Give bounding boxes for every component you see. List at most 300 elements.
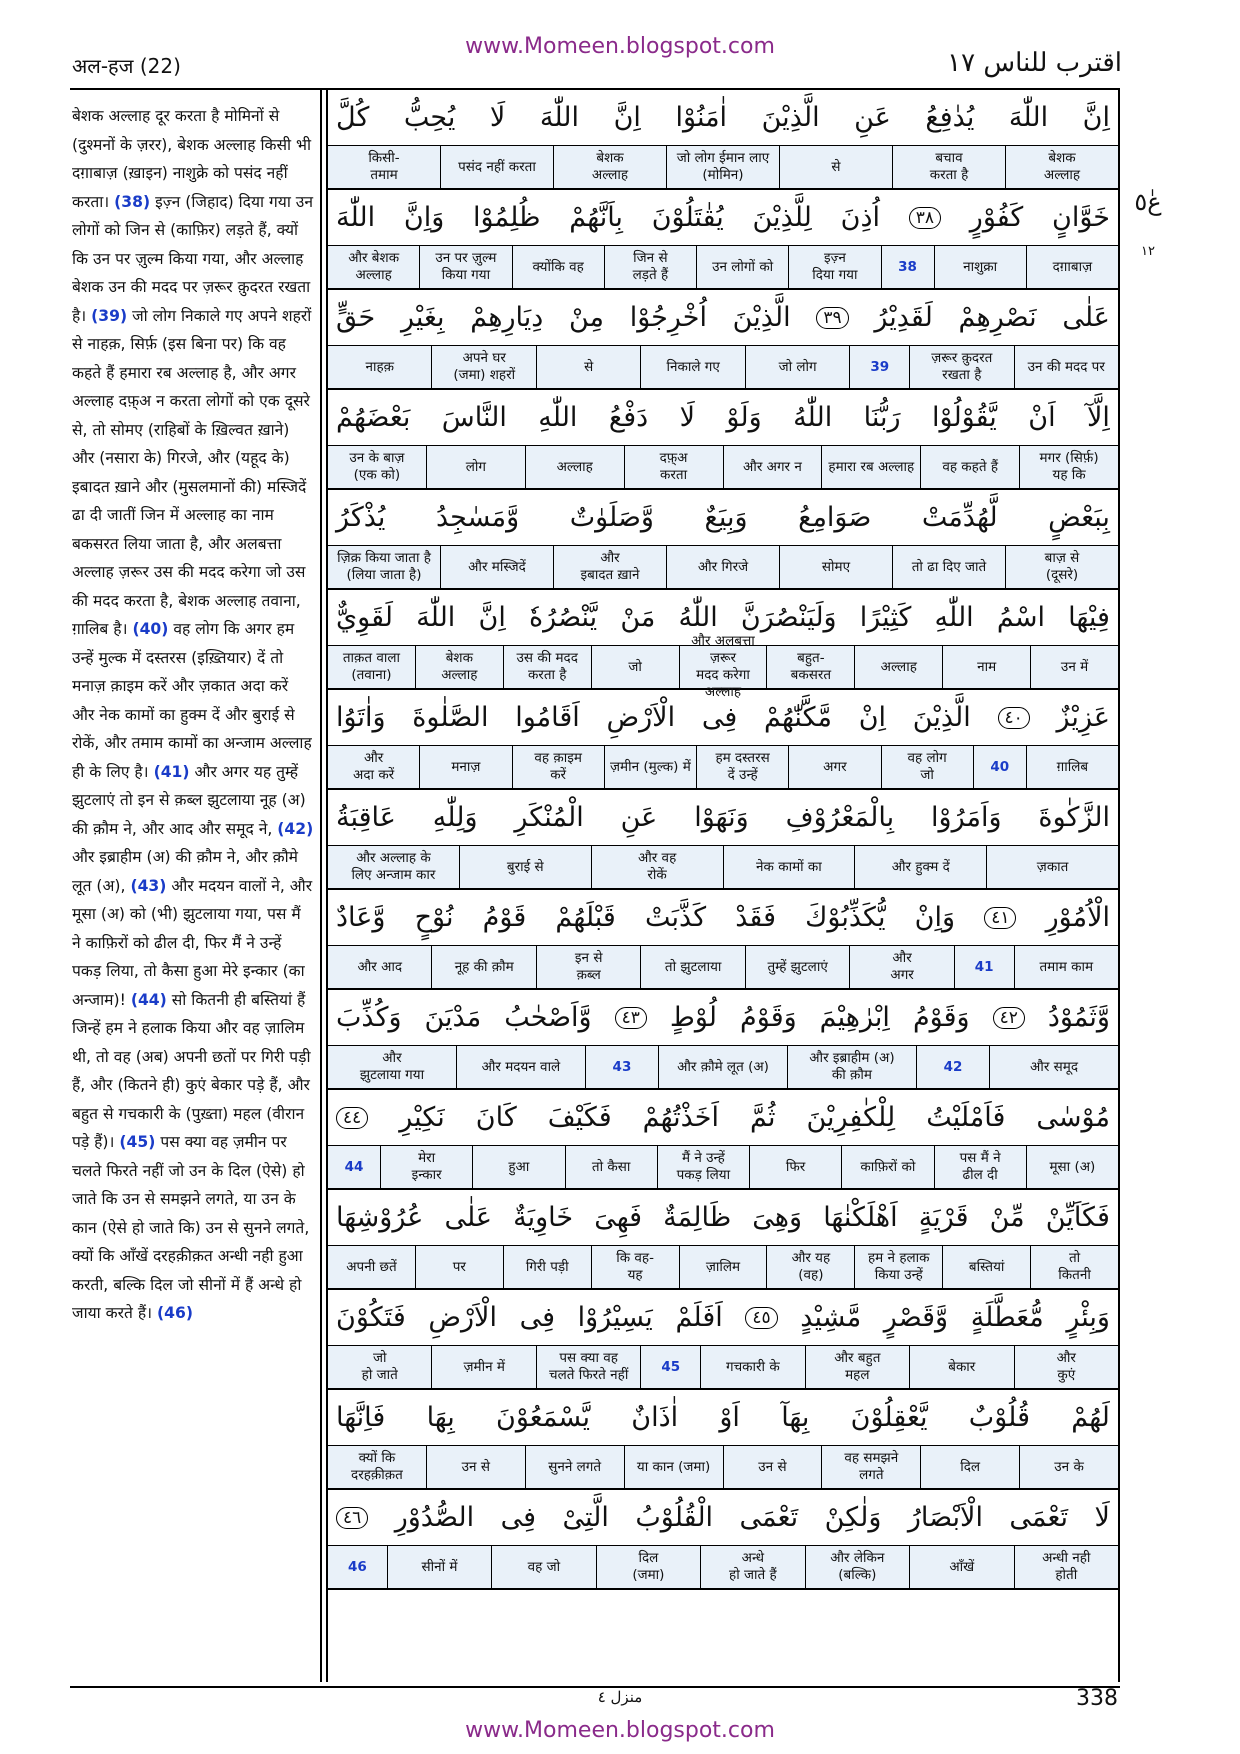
ruku-marker: عٰ٥ — [1134, 188, 1162, 216]
word-meaning-cell: फिर — [749, 1146, 841, 1188]
word-meaning-cell: ज़िक्र किया जाता है (लिया जाता है) — [337, 550, 431, 583]
arabic-word: فَاِنَّهَا — [336, 1402, 386, 1433]
arabic-word: وَلَوْ — [726, 402, 762, 433]
word-meaning-cell: इन से क़ब्ल — [536, 946, 640, 988]
word-meaning-cell: और अदा करें — [353, 750, 395, 783]
arabic-word: فِى — [519, 1302, 556, 1333]
arabic-word: يَّنْصُرُهٗ — [529, 602, 598, 633]
arabic-word: لَا — [489, 102, 506, 133]
arabic-word: الْاَرْضِ — [606, 702, 676, 733]
word-meaning-cell: जो लोग — [745, 346, 849, 388]
word-by-word-grid — [326, 90, 1120, 1682]
word-meaning-cell: क्यों कि दरहक़ीक़त — [351, 1450, 403, 1483]
arabic-word: عَلٰى — [444, 1202, 493, 1233]
word-meaning-cell: और अलबत्ता ज़रूर मदद करेगा अल्लाह — [679, 646, 767, 688]
arabic-word: مَدْيَنَ — [424, 1002, 482, 1033]
translation-text: और मदयन वालों ने, और मूसा (अ) को (भी) झुटलाया गया, पस मैं ने काफ़िरों को ढील दी, फिर मैं ने उन्हें पकड़ लिया, तो कैसा हुआ मेरे इन्कार (का अन्जाम)! — [72, 876, 313, 1009]
arabic-word: لَهُمْ — [1071, 1402, 1110, 1433]
verse-number: (41) — [153, 762, 190, 781]
word-meaning-cell: अल्लाह — [854, 646, 942, 688]
arabic-word: الصَّلٰوةَ — [412, 702, 489, 733]
arabic-word: ظَالِمَةٌ — [663, 1202, 732, 1233]
word-meaning-cell: और इब्राहीम (अ) की क़ौम — [787, 1046, 916, 1088]
arabic-word: كَذَّبَتْ — [645, 902, 707, 933]
word-meaning-cell: पर — [415, 1246, 503, 1288]
meaning-line — [328, 246, 1118, 290]
arabic-line — [328, 790, 1118, 846]
word-meaning-cell: ज़मीन (मुल्क) में — [604, 746, 696, 788]
word-meaning-cell: मेरा इन्कार — [380, 1146, 472, 1188]
arabic-word: يَّسْمَعُوْنَ — [496, 1402, 591, 1433]
arabic-word: الصُّدُوْرِ — [394, 1502, 475, 1533]
word-meaning-cell: बाज़ से (दूसरे) — [1005, 546, 1118, 588]
verse-number-cell: 43 — [585, 1046, 658, 1088]
arabic-word: صَوَامِعُ — [798, 502, 872, 533]
arabic-word: رَبُّنَا — [863, 402, 901, 433]
arabic-word: قُلُوْبٌ — [968, 1402, 1031, 1433]
arabic-word: اللّٰهُ — [793, 402, 833, 433]
word-meaning-cell: आँखें — [909, 1546, 1013, 1588]
arabic-word: فِى — [701, 702, 738, 733]
verse-number: (45) — [119, 1133, 156, 1151]
arabic-word: الْمُنْكَرِ — [514, 802, 584, 833]
arabic-line — [328, 190, 1118, 246]
arabic-word: اَخَذْتُهُمْ — [642, 1102, 719, 1133]
verse-number: (43) — [130, 876, 167, 895]
word-meaning-cell: हम ने हलाक किया उन्हें — [854, 1246, 942, 1288]
arabic-word: الْاُمُوْرِ — [1045, 902, 1110, 933]
arabic-word: قَرْيَةٍ — [918, 1202, 969, 1233]
arabic-word: الَّذِيْنَ — [732, 302, 791, 333]
word-meaning-cell: निकाले गए — [640, 346, 744, 388]
arabic-line — [328, 490, 1118, 546]
arabic-line — [328, 1390, 1118, 1446]
meaning-line — [328, 146, 1118, 190]
arabic-word: كَفُوْرٍ — [969, 202, 1024, 233]
word-meaning-cell: और बहुत महल — [805, 1346, 909, 1388]
arabic-word: الَّتِىْ — [562, 1502, 609, 1533]
arabic-word: اُذِنَ — [840, 202, 881, 233]
word-meaning-cell: वह लोग जो — [881, 746, 973, 788]
word-meaning-cell: गिरी पड़ी — [503, 1246, 591, 1288]
translation-text: जो लोग निकाले गए अपने शहरों से नाहक़, सिर्फ़ (इस बिना पर) कि वह कहते हैं हमारा रब अल्लाह है, और अगर अल्लाह दफ़्अ न करता लोगों को एक दूसरे से, तो सोमए (राहिबों के ख़िल्वत ख़ाने) और (नसारा के) गिरजे, और (यहूद के) इबादत ख़ाने और (मुसलमानों की) मस्जिदें ढा दी जातीं जिन में अल्लाह का नाम बकसरत लिया जाता है, और अलबत्ता अल्लाह ज़रूर उस की मदद करेगा जो उस की मदद करता है, बेशक अल्लाह तवाना, ग़ालिब है। — [72, 306, 312, 638]
verse-end-marker: ٣٩ — [816, 307, 848, 329]
word-meaning-cell: अपनी छतें — [346, 1258, 397, 1275]
word-meaning-cell: बहुत- बकसरत — [766, 646, 854, 688]
word-meaning-cell: से — [779, 146, 892, 188]
word-meaning-cell: अन्धी नही होती — [1014, 1546, 1118, 1588]
arabic-word: قَبْلَهُمْ — [555, 902, 616, 933]
arabic-word: اُخْرِجُوْا — [629, 302, 707, 333]
word-meaning-cell: मैं ने उन्हें पकड़ लिया — [657, 1146, 749, 1188]
arabic-word: بِهَا — [426, 1402, 455, 1433]
word-meaning-cell: तो ढा दिए जाते — [892, 546, 1005, 588]
word-meaning-cell: ज़कात — [986, 846, 1118, 888]
arabic-word: لَا — [679, 402, 695, 433]
word-meaning-cell: तुम्हें झुटलाएं — [745, 946, 849, 988]
arabic-word: كَثِيْرًا — [859, 602, 912, 633]
arabic-word: وَلٰكِنْ — [824, 1502, 882, 1533]
arabic-word: اَفَلَمْ — [675, 1302, 723, 1333]
arabic-word: وَبِئْرٍ — [1066, 1302, 1110, 1333]
ruku-number: ١٢ — [1141, 244, 1155, 259]
site-url-bottom[interactable]: www.Momeen.blogspot.com — [465, 1718, 775, 1743]
word-meaning-cell: जो लोग ईमान लाए (मोमिन) — [666, 146, 779, 188]
meaning-line — [328, 746, 1118, 790]
site-url-top[interactable]: www.Momeen.blogspot.com — [465, 34, 775, 59]
arabic-word: كَانَ — [475, 1102, 517, 1133]
word-meaning-cell: और गिरजे — [666, 546, 779, 588]
arabic-word: الْاَبْصَارُ — [907, 1502, 983, 1533]
page-number: 338 — [1076, 1686, 1118, 1711]
arabic-word: الْاَرْضِ — [428, 1302, 497, 1333]
word-meaning-cell: अपने घर (जमा) शहरों — [431, 346, 535, 388]
verse-number-cell: 38 — [881, 246, 934, 288]
arabic-word: لَا — [1094, 1502, 1110, 1533]
word-meaning-cell: तो झुटलाया — [640, 946, 744, 988]
word-meaning-cell: और लेकिन (बल्कि) — [805, 1546, 909, 1588]
arabic-word: وَّعَادٌ — [336, 902, 386, 933]
arabic-word: يُّكَذِّبُوْكَ — [805, 902, 886, 933]
arabic-word: بَعْضَهُمْ — [336, 402, 411, 433]
word-meaning-cell: दिल — [920, 1446, 1019, 1488]
word-meaning-cell: उन से — [426, 1446, 525, 1488]
word-meaning-cell: बचाव करता है — [892, 146, 1005, 188]
verse-number: (39) — [91, 306, 128, 325]
translation-column — [70, 90, 322, 1682]
arabic-word: يُقٰتَلُوْنَ — [651, 202, 724, 233]
meaning-line — [328, 546, 1118, 590]
word-meaning-cell: और यह (वह) — [766, 1246, 854, 1288]
word-meaning-cell: ताक़त वाला (तवाना) — [342, 650, 401, 683]
arabic-word: دِيَارِهِمْ — [470, 302, 544, 333]
arabic-word: اللّٰهَ — [416, 602, 456, 633]
arabic-word: اِنَّ — [613, 102, 641, 133]
arabic-line — [328, 990, 1118, 1046]
word-meaning-cell: बुराई से — [459, 846, 591, 888]
word-meaning-cell: बेशक अल्लाह — [1005, 146, 1118, 188]
word-meaning-cell: पसंद नहीं करता — [440, 146, 553, 188]
surah-title: अल-हज (22) — [72, 54, 181, 78]
word-meaning-cell: नाशुक्रा — [934, 246, 1026, 288]
word-meaning-cell: बेशक अल्लाह — [415, 646, 503, 688]
arabic-word: لُوْطٍ — [669, 1002, 718, 1033]
arabic-word: فَاَمْلَيْتُ — [926, 1102, 1006, 1133]
arabic-word: عُرُوْشِهَا — [336, 1202, 424, 1233]
translation-text: वह लोग कि अगर हम उन्हें मुल्क में दस्तरस (इख़्तियार) दें तो मनाज़ क़ाइम करें और ज़कात अदा करें और नेक कामों का हुक्म दें और बुराई से रोकें, और तमाम कामों का अन्जाम अल्लाह ही के लिए है। — [72, 620, 312, 781]
word-meaning-cell: ज़मीन में — [431, 1346, 535, 1388]
arabic-word: وَقَوْمُ — [740, 1002, 797, 1033]
verse-end-marker: ٤٣ — [615, 1007, 647, 1029]
word-meaning-cell: दफ़्अ करता — [624, 446, 723, 488]
word-meaning-cell: उन में — [1030, 646, 1118, 688]
arabic-word: فَقَدْ — [735, 902, 776, 933]
arabic-word: وَاِنْ — [914, 902, 956, 933]
arabic-word: بِبَعْضٍ — [1048, 502, 1110, 533]
arabic-word: ظُلِمُوْا — [473, 202, 541, 233]
word-meaning-cell: बेशक अल्लाह — [553, 146, 666, 188]
meaning-line — [328, 946, 1118, 990]
arabic-word: اللّٰهَ — [336, 202, 376, 233]
translation-text: सो कितनी ही बस्तियां हैं जिन्हें हम ने हलाक किया और वह ज़ालिम थी, तो वह (अब) अपनी छतों पर गिरी पड़ी हैं, और (कितने ही) कुएं बेकार पड़े हैं, और बहुत से गचकारी के (पुख़्ता) महल (वीरान पड़े हैं)। — [72, 990, 311, 1151]
arabic-word: اَوْ — [719, 1402, 740, 1433]
word-meaning-cell: पस मैं ने ढील दी — [934, 1146, 1026, 1188]
meaning-line — [328, 1146, 1118, 1190]
word-meaning-cell: और आद — [357, 958, 403, 975]
word-meaning-cell: ज़ालिम — [679, 1246, 767, 1288]
arabic-word: وَبِيَعٌ — [704, 502, 748, 533]
word-meaning-cell: नाम — [942, 646, 1030, 688]
arabic-line — [328, 390, 1118, 446]
arabic-word: فِى — [500, 1502, 537, 1533]
word-meaning-cell: कि वह- यह — [591, 1246, 679, 1288]
arabic-word: فَكَيْفَ — [547, 1102, 612, 1133]
word-meaning-cell: बस्तियां — [942, 1246, 1030, 1288]
word-meaning-cell: उन की मदद पर — [1014, 346, 1118, 388]
arabic-word: بِغَيْرِ — [400, 302, 445, 333]
word-meaning-cell: और बेशक अल्लाह — [348, 250, 400, 283]
arabic-word: اَهْلَكْنٰهَا — [823, 1202, 898, 1233]
arabic-word: يُذْكَرُ — [336, 502, 386, 533]
word-meaning-cell: क्योंकि वह — [512, 246, 604, 288]
word-meaning-cell: किसी- तमाम — [368, 150, 400, 183]
verse-number: (42) — [277, 819, 314, 838]
arabic-word: اللّٰهَ — [539, 102, 580, 133]
word-meaning-cell: मूसा (अ) — [1026, 1146, 1118, 1188]
arabic-word: وَّاَصْحٰبُ — [504, 1002, 592, 1033]
arabic-word: الَّذِيْنَ — [761, 102, 820, 133]
word-meaning-cell: और कुएं — [1014, 1346, 1118, 1388]
word-meaning-cell: जो — [591, 646, 679, 688]
word-meaning-cell: हम दस्तरस दें उन्हें — [696, 746, 788, 788]
translation-text: और इब्राहीम (अ) की क़ौम ने, और क़ौमे लूत (अ), — [72, 848, 298, 895]
word-meaning-cell: और अल्लाह के लिए अन्जाम कार — [351, 850, 436, 883]
arabic-word: نَكِيْرِ — [399, 1102, 445, 1133]
arabic-word: كُلَّ — [336, 102, 370, 133]
word-meaning-cell: वह समझने लगते — [821, 1446, 920, 1488]
meaning-line — [328, 846, 1118, 890]
arabic-word: عَزِيْزٌ — [1056, 702, 1110, 733]
arabic-word: يَّعْقِلُوْنَ — [850, 1402, 928, 1433]
arabic-word: اَقَامُوا — [515, 702, 580, 733]
word-meaning-cell: ग़ालिब — [1026, 746, 1118, 788]
arabic-word: اِنَّ — [478, 602, 506, 633]
arabic-word: الَّذِيْنَ — [912, 702, 971, 733]
meaning-line — [328, 633, 1118, 700]
arabic-word: نَصْرِهِمْ — [958, 302, 1037, 333]
arabic-word: لِلَّذِيْنَ — [752, 202, 812, 233]
arabic-word: فِيْهَا — [1068, 602, 1110, 633]
arabic-word: يُدٰفِعُ — [925, 102, 975, 133]
arabic-word: تَعْمَى — [1009, 1502, 1069, 1533]
arabic-word: اِنَّ — [1082, 102, 1110, 133]
arabic-word: وَّثَمُوْدُ — [1047, 1002, 1110, 1033]
word-meaning-cell: हुआ — [472, 1146, 564, 1188]
verse-number-cell: 46 — [347, 1558, 367, 1575]
arabic-line — [328, 290, 1118, 346]
arabic-word: يَّقُوْلُوْا — [932, 402, 997, 433]
word-meaning-cell: गचकारी के — [700, 1346, 804, 1388]
arabic-word: مُّعَطَّلَةٍ — [970, 1302, 1044, 1333]
arabic-word: بِالْمَعْرُوْفِ — [785, 802, 895, 833]
arabic-word: لَقَدِيْرُ — [874, 302, 933, 333]
word-meaning-cell: पस क्या वह चलते फिरते नहीं — [536, 1346, 640, 1388]
word-meaning-cell: नेक कामों का — [723, 846, 855, 888]
arabic-line — [328, 1090, 1118, 1146]
arabic-word: لَقَوِيٌّ — [336, 602, 393, 633]
arabic-word: لَّهُدِّمَتْ — [921, 502, 998, 533]
meaning-line — [328, 1546, 1118, 1590]
arabic-word: اٰمَنُوْا — [675, 102, 728, 133]
word-meaning-cell: उन पर ज़ुल्म किया गया — [419, 246, 511, 288]
word-meaning-cell: नाहक़ — [365, 358, 395, 375]
arabic-word: فَكَاَيِّنْ — [1045, 1202, 1110, 1233]
arabic-word: دَفْعُ — [608, 402, 649, 433]
arabic-word: خَاوِيَةٌ — [513, 1202, 574, 1233]
arabic-line — [328, 890, 1118, 946]
arabic-word: وَنَهَوْا — [694, 802, 749, 833]
arabic-line — [328, 1490, 1118, 1546]
verse-number-cell: 42 — [916, 1046, 989, 1088]
meaning-line — [328, 1046, 1118, 1090]
verse-number-cell: 45 — [640, 1346, 700, 1388]
word-meaning-cell: तमाम काम — [1014, 946, 1118, 988]
arabic-word: وَلِلّٰهِ — [432, 802, 478, 833]
arabic-word: وَهِىَ — [752, 1202, 803, 1233]
arabic-line — [328, 90, 1118, 146]
word-meaning-cell: अल्लाह — [525, 446, 624, 488]
arabic-word: مَنْ — [620, 602, 656, 633]
arabic-word: وَكُذِّبَ — [336, 1002, 402, 1033]
arabic-word: اسْمُ — [996, 602, 1045, 633]
meaning-line — [328, 346, 1118, 390]
verse-number: (44) — [130, 990, 167, 1009]
arabic-word: اَنْ — [1028, 402, 1056, 433]
word-meaning-cell: और मदयन वाले — [456, 1046, 585, 1088]
arabic-word: اِنْ — [858, 702, 887, 733]
word-meaning-cell: तो कैसा — [565, 1146, 657, 1188]
arabic-word: الزَّكٰوةَ — [1038, 802, 1110, 833]
arabic-word: اللّٰهِ — [934, 602, 974, 633]
verse-end-marker: ٤٦ — [336, 1507, 368, 1529]
word-meaning-cell: और झुटलाया गया — [359, 1050, 425, 1083]
meaning-line — [328, 1246, 1118, 1290]
arabic-word: اللّٰهِ — [538, 402, 578, 433]
word-meaning-cell: नूह की क़ौम — [431, 946, 535, 988]
verse-end-marker: ٤٥ — [745, 1307, 777, 1329]
arabic-word: خَوَّانٍ — [1052, 202, 1110, 233]
arabic-word: وَّمَسٰجِدُ — [435, 502, 520, 533]
arabic-word: فَتَكُوْنَ — [336, 1302, 406, 1333]
verse-number-cell: 39 — [849, 346, 909, 388]
arabic-word: عَنِ — [854, 102, 891, 133]
arabic-word: تَعْمَى — [739, 1502, 799, 1533]
word-meaning-cell: लोग — [426, 446, 525, 488]
word-meaning-cell: और वह रोकें — [591, 846, 723, 888]
word-meaning-cell: उन के — [1019, 1446, 1118, 1488]
arabic-word: وَّقَصْرٍ — [883, 1302, 949, 1333]
arabic-word: وَلَيَنْصُرَنَّ — [740, 602, 837, 633]
word-meaning-cell: बेकार — [909, 1346, 1013, 1388]
word-meaning-cell: वह कहते हैं — [920, 446, 1019, 488]
arabic-word: وَاٰتَوُا — [336, 702, 386, 733]
word-meaning-cell: जिन से लड़ते हैं — [604, 246, 696, 288]
arabic-word: عَنِ — [620, 802, 658, 833]
arabic-line — [328, 1190, 1118, 1246]
arabic-word: النَّاسَ — [441, 402, 507, 433]
translation-text: और अगर यह तुम्हें झुटलाएं तो इन से क़ब्ल झुटलाया नूह (अ) की क़ौम ने, और आद और समूद ने, — [72, 762, 306, 838]
arabic-word: يَسِيْرُوْا — [577, 1302, 653, 1333]
word-meaning-cell: और हुक्म दें — [854, 846, 986, 888]
arabic-word: لِلْكٰفِرِيْنَ — [806, 1102, 896, 1133]
arabic-word: اللّٰهَ — [1008, 102, 1049, 133]
word-meaning-cell: जो हो जाते — [361, 1350, 398, 1383]
arabic-word: يُحِبُّ — [403, 102, 456, 133]
arabic-word: اللّٰهُ — [678, 602, 718, 633]
word-meaning-cell: वह जो — [491, 1546, 595, 1588]
word-meaning-cell: काफ़िरों को — [841, 1146, 933, 1188]
arabic-word: حَقٍّ — [336, 302, 376, 333]
word-meaning-cell: और समूद — [989, 1046, 1118, 1088]
meaning-line — [328, 446, 1118, 490]
word-meaning-cell: इज़्न दिया गया — [788, 246, 880, 288]
arabic-word: اٰذَانٌ — [631, 1402, 679, 1433]
word-meaning-cell: और क़ौमे लूत (अ) — [658, 1046, 787, 1088]
arabic-word: وَّصَلَوٰتٌ — [569, 502, 654, 533]
word-meaning-cell: या कान (जमा) — [624, 1446, 723, 1488]
arabic-word: اِلَّآ — [1087, 402, 1110, 433]
arabic-word: فَهِىَ — [594, 1202, 643, 1233]
word-meaning-cell: मगर (सिर्फ़) यह कि — [1019, 446, 1118, 488]
word-meaning-cell: सीनों में — [387, 1546, 491, 1588]
word-meaning-cell: वह क़ाइम करें — [512, 746, 604, 788]
verse-number: (46) — [157, 1304, 193, 1322]
verse-number-cell: 40 — [973, 746, 1026, 788]
verse-end-marker: ٣٨ — [909, 207, 941, 229]
word-meaning-cell: ज़रूर क़ुदरत रखता है — [909, 346, 1013, 388]
translation-text: पस क्या वह ज़मीन पर चलते फिरते नहीं जो उन के दिल (ऐसे) हो जाते कि उन से समझने लगते, या उन के कान (ऐसे हो जाते कि) उन से सुनने लगते, क्यों कि आँखें दरहक़ीक़त अन्धी नही हुआ करती, बल्कि दिल जो सीनों में हैं अन्धे हो जाया करते हैं। — [72, 1133, 310, 1322]
word-meaning-cell: दिल (जमा) — [596, 1546, 700, 1588]
verse-end-marker: ٤٠ — [998, 707, 1030, 729]
arabic-word: مَّكَّنّٰهُمْ — [764, 702, 832, 733]
verse-number: (40) — [132, 620, 169, 638]
translation-text: बेशक अल्लाह दूर करता है मोमिनों से (दुश्मनों के ज़रर), बेशक अल्लाह किसी भी दग़ाबाज़ (ख़ाइन) नाशुक्रे को पसंद नहीं करता। — [72, 107, 312, 211]
juz-title: اقترب للناس ١٧ — [947, 48, 1122, 78]
word-meaning-cell: उन के बाज़ (एक को) — [349, 450, 405, 483]
word-meaning-cell: और मस्जिदें — [440, 546, 553, 588]
arabic-word: مِّنْ — [989, 1202, 1025, 1233]
verse-number: (38) — [114, 192, 151, 211]
word-meaning-cell: सोमए — [779, 546, 892, 588]
arabic-word: وَاِنَّ — [403, 202, 445, 233]
arabic-word: نُوْحٍ — [414, 902, 454, 933]
arabic-word: اِبْرٰهِيْمَ — [819, 1002, 890, 1033]
arabic-word: الْقُلُوْبُ — [635, 1502, 714, 1533]
arabic-word: عَلٰى — [1062, 302, 1110, 333]
translation-text: इज़्न (जिहाद) दिया गया उन लोगों को जिन से (काफ़िर) लड़ते हैं, क्यों कि उन पर ज़ुल्म किया गया, और अल्लाह बेशक उन की मदद पर ज़रूर क़ुदरत रखता है। — [72, 192, 314, 325]
verse-number-cell: 41 — [954, 946, 1014, 988]
arabic-word: مُوْسٰى — [1036, 1102, 1110, 1133]
word-meaning-cell: अगर — [788, 746, 880, 788]
meaning-line — [328, 1346, 1118, 1390]
verse-end-marker: ٤١ — [984, 907, 1016, 929]
verse-number-cell: 44 — [344, 1158, 364, 1175]
word-meaning-cell: और अगर — [849, 946, 953, 988]
word-meaning-cell: दग़ाबाज़ — [1026, 246, 1118, 288]
arabic-word: عَاقِبَةُ — [336, 802, 396, 833]
arabic-line — [328, 1290, 1118, 1346]
word-meaning-cell: उस की मदद करता है — [503, 646, 591, 688]
